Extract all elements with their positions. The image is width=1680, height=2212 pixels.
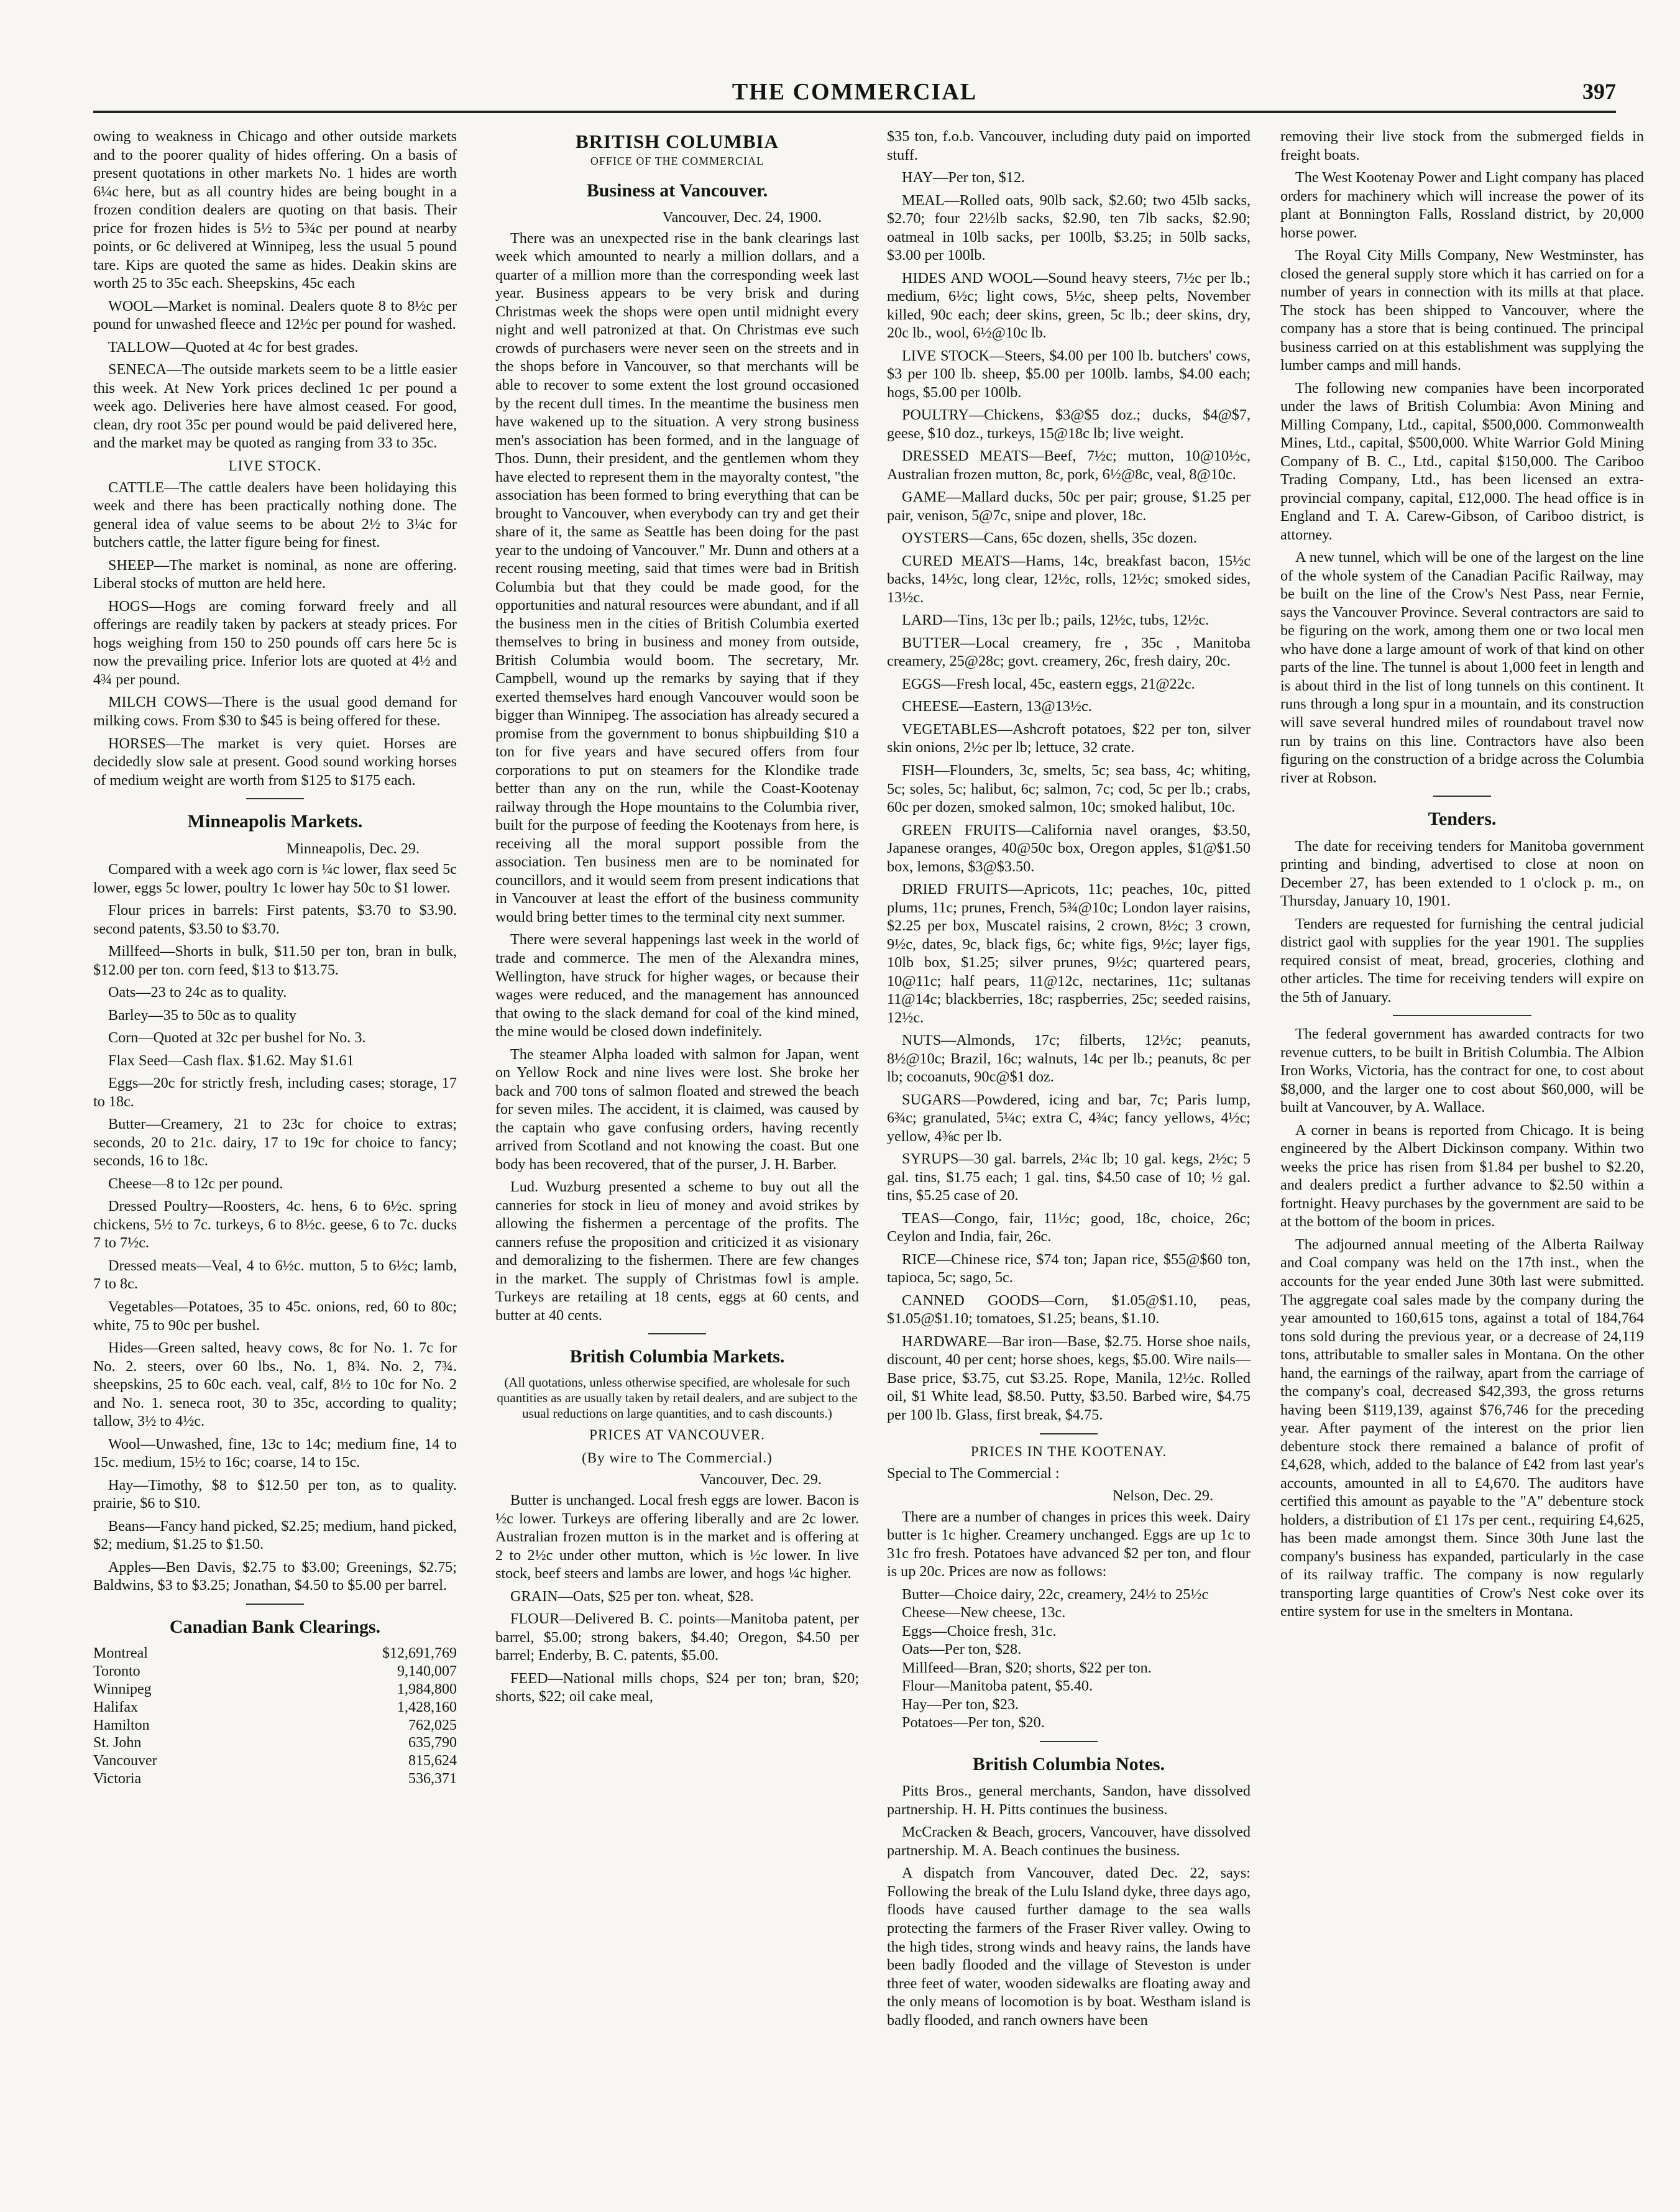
market-paragraph: LARD—Tins, 13c per lb.; pails, 12½c, tubs, 12½c. [902,612,1210,629]
market-paragraph: FEED—National mills chops, $24 per ton; bran, $20; shorts, $22; oil cake meal, [495,1669,859,1705]
city-cell: Vancouver [93,1753,157,1769]
sheep-paragraph: SHEEP—The market is nominal, as none are offering. Liberal stocks of mutton are held here. [93,556,457,592]
amount-cell: 762,025 [408,1717,457,1733]
list-item: Eggs—Choice fresh, 31c. [902,1622,1057,1640]
section-divider [246,798,305,799]
tenders-paragraph: Tenders are requested for furnishing the central judicial district gaol with supplies for the year 1901. The supplies required consist of meat, bread, groceries, clothing and other articles. The time for receiving tenders will expire on the 5th of January. [1280,915,1644,1006]
masthead-title: THE COMMERCIAL [732,79,978,105]
market-paragraph: GAME—Mallard ducks, 50c per pair; grouse, $1.25 per pair, venison, 5@7c, snipe and plover, 18c. [887,489,1251,524]
page-header [93,73,1616,113]
bank-clearings-table [93,1645,457,1787]
city-cell: Hamilton [93,1717,150,1733]
market-paragraph: RICE—Chinese rice, $74 ton; Japan rice, $55@$60 ton, tapioca, 5c; sago, 5c. [887,1251,1251,1287]
market-paragraph: HARDWARE—Bar iron—Base, $2.75. Horse shoe nails, discount, 40 per cent; horse shoes, kegs, $5.00. Wire nails—Base price, $3.75, cut $3.25. Rope, Manila, 12½c. Rolled oil, $1 White lead, $8.50. Putty, $3.50. Barbed wire, $4.75 per 100 lb. Glass, first break, $4.75. [887,1333,1251,1423]
market-paragraph: HIDES AND WOOL—Sound heavy steers, 7½c per lb.; medium, 6½c; light cows, 5½c, sheep pelts, November killed, 90c each; deer skins, green, 5c lb.; deer skins, dry, 20c lb., wool, 6½@10c lb. [887,269,1251,342]
hogs-paragraph: HOGS—Hogs are coming forward freely and all offerings are readily taken by packers at steady prices. For hogs weighing from 150 to 250 pounds off cars here 5c is now the prevailing price. Inferior lots are quoted at 4½ and 4¾ per pound. [93,597,457,688]
article-paragraph: Lud. Wuzburg presented a scheme to buy out all the canneries for stock in lieu of money and avoid strikes by allowing the fishermen a percentage of the profits. The canners refuse the proposition and criticized it as visionary and demoralizing to the fishermen. There are few changes in the market. The supply of Christmas fowl is ample. Turkeys are retailing at 18 cents, eggs at 60 cents, and butter at 40 cents. [495,1178,859,1324]
kootenay-heading: PRICES IN THE KOOTENAY. [970,1443,1167,1459]
section-divider [246,1604,305,1605]
market-paragraph: LIVE STOCK—Steers, $4.00 per 100 lb. butchers' cows, $3 per 100 lb. sheep, $5.00 per 100lb. lambs, $4.00 each; hogs, $5.00 per 100lb. [887,347,1251,401]
list-item: Cheese—New cheese, 13c. [902,1604,1066,1622]
minneapolis-paragraph: Millfeed—Shorts in bulk, $11.50 per ton, bran in bulk, $12.00 per ton. corn feed, $13 to $13.75. [93,943,457,978]
section-divider [1393,1015,1531,1016]
column-3 [887,127,1251,2178]
city-cell: Toronto [93,1663,140,1680]
city-cell: Halifax [93,1699,138,1715]
list-item: Hay—Per ton, $23. [902,1696,1019,1713]
market-paragraph: NUTS—Almonds, 17c; filberts, 12½c; peanuts, 8½@10c; Brazil, 16c; walnuts, 14c per lb.; peanuts, 8c per lb; cocoanuts, 90c@$1 doz. [887,1032,1251,1086]
market-paragraph: Butter is unchanged. Local fresh eggs are lower. Bacon is ½c lower. Turkeys are offering liberally and are 2c lower. Australian frozen mutton is in the market and is offering at 2 to 2½c under other mutton, which is ½c lower. In live stock, beef steers and lambs are lower, and hogs ¼c higher. [495,1492,859,1582]
minneapolis-paragraph: Wool—Unwashed, fine, 13c to 14c; medium fine, 14 to 15c. medium, 15½ to 16c; coarse, 14 to 15c. [93,1435,457,1471]
office-line: OFFICE OF THE COMMERCIAL [590,154,764,167]
minneapolis-paragraph: Flax Seed—Cash flax. $1.62. May $1.61 [108,1052,354,1069]
business-dateline: Vancouver, Dec. 24, 1900. [662,209,822,226]
minneapolis-paragraph: Hides—Green salted, heavy cows, 8c for No. 1. 7c for No. 2. steers, over 60 lbs., No. 1, 8¾. No. 2, 7¾. sheepskins, 25 to 60c each. veal, calf, 8½ to 10c for No. 2 and No. 1. seneca root, 30 to 35c, according to quality; tallow, 3½ to 4½c. [93,1339,457,1430]
city-cell: Victoria [93,1770,142,1787]
market-paragraph: GREEN FRUITS—California navel oranges, $3.50, Japanese oranges, 40@50c box, Oregon apples, $1@$1.50 box, lemons, $3@$3.50. [887,821,1251,875]
business-vancouver-heading: Business at Vancouver. [586,180,768,201]
column-1 [93,127,457,2178]
wool-paragraph: WOOL—Market is nominal. Dealers quote 8 to 8½c per pound for unwashed fleece and 12½c per pound for washed. [93,297,457,333]
bc-notes-heading: British Columbia Notes. [972,1753,1165,1774]
minneapolis-paragraph: Dressed meats—Veal, 4 to 6½c. mutton, 5 to 6½c; lamb, 7 to 8c. [93,1257,457,1293]
kootenay-paragraph: There are a number of changes in prices this week. Dairy butter is 1c higher. Creamery unchanged. Eggs are up 1c to 31c fro fresh. Potatoes have advanced $2 per ton, and flour is up 20c. Prices are now as follows: [887,1508,1251,1581]
market-paragraph: BUTTER—Local creamery, fre , 35c , Manitoba creamery, 25@28c; govt. creamery, 26c, fresh dairy, 20c. [887,634,1251,670]
market-paragraph: DRESSED MEATS—Beef, 7½c; mutton, 10@10½c, Australian frozen mutton, 8c, pork, 6½@8c, veal, 8@10c. [887,447,1251,483]
list-item: Oats—Per ton, $28. [902,1641,1022,1658]
market-paragraph: OYSTERS—Cans, 65c dozen, shells, 35c dozen. [902,530,1197,547]
tallow-paragraph: TALLOW—Quoted at 4c for best grades. [108,338,359,356]
minneapolis-heading: Minneapolis Markets. [187,811,363,832]
wire-dateline: Vancouver, Dec. 29. [700,1471,822,1488]
seneca-paragraph: SENECA—The outside markets seem to be a little easier this week. At New York prices declined 1c per pound a week ago. Deliveries here have almost ceased. For good, clean, dry root 35c per pound would be paid delivered here, and the market may be quoted as ranging from 33 to 35c. [93,361,457,452]
kootenay-dateline: Nelson, Dec. 29. [1113,1487,1213,1505]
kootenay-special-line: Special to The Commercial : [887,1464,1060,1482]
market-paragraph: CURED MEATS—Hams, 14c, breakfast bacon, 15½c backs, 14½c, long clear, 12½c, rolls, 12½c; smoked sides, 13½c. [887,552,1251,606]
minneapolis-paragraph: Compared with a week ago corn is ¼c lower, flax seed 5c lower, eggs 5c lower, poultry 1c lower hay 50c to $1 lower. [93,861,457,896]
minneapolis-paragraph: Corn—Quoted at 32c per bushel for No. 3. [108,1029,366,1047]
market-paragraph: POULTRY—Chickens, $3@$5 doz.; ducks, $4@$7, geese, $10 doz., turkeys, 15@18c lb; live weight. [887,406,1251,442]
hides-paragraph: owing to weakness in Chicago and other outside markets and to the poorer quality of hides offering. On a basis of present quotations in other markets No. 1 hides are worth 6¼c here, but as all country hides are being bought in a frozen condition dealers are quoting on that basis. Their price for frozen hides is 5½ to 5¾c per pound at nearby points, or 6c delivered at Winnipeg, less the usual 5 pound tare. Kips are quoted the same as hides. Deakin skins are worth 25 to 35c each. Sheepskins, 45c each [93,128,457,292]
minneapolis-paragraph: Flour prices in barrels: First patents, $3.70 to $3.90. second patents, $3.50 to $3.70. [93,902,457,937]
article-paragraph: There were several happenings last week in the world of trade and commerce. The men of the Alexandra mines, Wellington, have struck for higher wages, or because their wages were reduced, and the management has announced that owing to the slack demand for coal of the kind mined, the mine would be closed down indefinitely. [495,931,859,1040]
list-item: Potatoes—Per ton, $20. [902,1714,1045,1732]
notes-paragraph: The West Kootenay Power and Light company has placed orders for machinery which will increase the power of its plant at Bonnington Falls, Rossland district, by 20,000 horse power. [1280,169,1644,241]
table-row [93,1645,457,1663]
amount-cell: $12,691,769 [382,1645,457,1662]
notes-paragraph: A new tunnel, which will be one of the largest on the line of the whole system of the Canadian Pacific Railway, may be built on the line of the Crow's Nest Pass, near Fernie, says the Vancouver Province. Several contractors are said to be figuring on the work, among them one or two local men who have done a large amount of work of that kind on other parts of the line. The tunnel is about 1,000 feet in length and is about third in the list of long tunnels on this continent. It runs through a long spur in a mountain, and its construction will save several hundred miles of roundabout travel now run by trains on this line. Contractors have also been figuring on the construction of a bridge across the Columbia river at Robson. [1280,549,1644,786]
tenders-paragraph: The date for receiving tenders for Manitoba government printing and binding, advertised to close at noon on December 27, has been extended to 1 o'clock p. m., on Thursday, January 10, 1901. [1280,837,1644,910]
table-row [93,1681,457,1699]
page-number: 397 [1582,79,1616,104]
column-2 [495,127,859,2178]
minneapolis-paragraph: Butter—Creamery, 21 to 23c for choice to extras; seconds, 20 to 21c. dairy, 17 to 19c for choice to fancy; seconds, 16 to 18c. [93,1116,457,1170]
column-4 [1280,127,1644,2178]
market-paragraph: SUGARS—Powdered, icing and bar, 7c; Paris lump, 6¾c; granulated, 5¼c; extra C, 4¾c; fancy yellows, 4½c; yellow, 4⅜c per lb. [887,1091,1251,1145]
market-paragraph: $35 ton, f.o.b. Vancouver, including duty paid on imported stuff. [887,128,1251,163]
table-row [93,1770,457,1788]
minneapolis-paragraph: Hay—Timothy, $8 to $12.50 per ton, as to quality. prairie, $6 to $10. [93,1476,457,1512]
department-heading: BRITISH COLUMBIA [576,131,779,152]
horses-paragraph: HORSES—The market is very quiet. Horses are decidedly slow sale at present. Good sound working horses of medium weight are worth from $125 to $175 each. [93,735,457,789]
section-divider [1040,1433,1098,1434]
article-paragraph: The steamer Alpha loaded with salmon for Japan, went on Yellow Rock and nine lives were lost. She broke her back and 700 tons of salmon floated and strewed the beach for seven miles. The accident, it is claimed, was caused by the captain who gave confusing orders, having recently arrived from Scotland and not knowing the coast. But one body has been recovered, that of the purser, J. H. Barber. [495,1045,859,1173]
table-row [93,1734,457,1752]
quotations-note: (All quotations, unless otherwise specified, are wholesale for such quantities as are usually taken by retail dealers, and are subject to the usual reductions on large quantities, and to cash discounts.) [497,1374,858,1421]
milch-cows-paragraph: MILCH COWS—There is the usual good demand for milking cows. From $30 to $45 is being offered for these. [93,694,457,729]
article-paragraph: The federal government has awarded contracts for two revenue cutters, to be built in British Columbia. The Albion Iron Works, Victoria, has the contract for one, to cost about $8,000, and the larger one to cost about $60,000, will be built at Vancouver, by A. Wallace. [1280,1026,1644,1116]
kootenay-price-list [887,1586,1251,1732]
section-divider [1433,796,1492,797]
article-paragraph: The adjourned annual meeting of the Alberta Railway and Coal company was held on the 17th inst., when the accounts for the year ended June 30th last were submitted. The aggregate coal sales made by the company during the year amounted to 160,615 tons, against a total of 184,764 tons sold during the previous year, or a decrease of 24,119 tons, attributable to smaller sales in Montana. On the other hand, the earnings of the railway, apart from the carriage of the company's coal, decreased $42,393, the gross returns having been $119,139, against $76,746 for the preceding year. After payment of the interest on the prior lien debenture stock there remained a balance of profit of £4,628, which, added to the balance of £42 from last year's accounts, amounted in all to £4,670. The auditors have certified this amount as payable to the "A" debenture stock holders, a distribution of £1 17s per cent., requiring £4,625, has been made amongst them. Since 30th June last the company's business has expanded, particularly in the case of its railway traffic. The company is now regularly transporting large quantities of Crow's Nest coke over its entire system for use in the smelters in Montana. [1280,1236,1644,1620]
table-row [93,1699,457,1717]
market-paragraph: FLOUR—Delivered B. C. points—Manitoba patent, per barrel, $5.00; strong bakers, $4.40; Oregon, $4.50 per barrel; Enderby, B. C. patents, $5.00. [495,1610,859,1664]
bank-clearings-heading: Canadian Bank Clearings. [169,1616,381,1637]
amount-cell: 536,371 [408,1770,457,1787]
minneapolis-paragraph: Oats—23 to 24c as to quality. [108,984,287,1001]
amount-cell: 1,984,800 [397,1681,457,1697]
minneapolis-paragraph: Eggs—20c for strictly fresh, including cases; storage, 17 to 18c. [93,1075,457,1110]
market-paragraph: SYRUPS—30 gal. barrels, 2¼c lb; 10 gal. kegs, 2½c; 5 gal. tins, $1.75 each; 1 gal. tins, $4.50 case of 10; ½ gal. tins, $5.25 case of 20. [887,1150,1251,1205]
amount-cell: 635,790 [408,1735,457,1751]
list-item: Flour—Manitoba patent, $5.40. [902,1677,1093,1695]
market-paragraph: EGGS—Fresh local, 45c, eastern eggs, 21@22c. [902,675,1195,692]
city-cell: St. John [93,1735,142,1751]
section-divider [648,1333,707,1334]
article-paragraph: A corner in beans is reported from Chicago. It is being engineered by the Albert Dickinson company. Within two weeks the price has risen from $1.84 per bushel to $2.20, and dealers predict a further advance to $2.50 within a fortnight. Heavy purchases by the government are said to be at the bottom of the boom in prices. [1280,1121,1644,1231]
minneapolis-paragraph: Beans—Fancy hand picked, $2.25; medium, hand picked, $2; medium, $1.25 to $1.50. [93,1517,457,1553]
city-cell: Winnipeg [93,1681,152,1697]
minneapolis-paragraph: Barley—35 to 50c as to quality [108,1006,296,1024]
list-item: Butter—Choice dairy, 22c, creamery, 24½ to 25½c [902,1586,1209,1603]
tenders-heading: Tenders. [1428,809,1497,830]
market-paragraph: VEGETABLES—Ashcroft potatoes, $22 per ton, silver skin onions, 2½c per lb; lettuce, 32 crate. [887,720,1251,756]
minneapolis-paragraph: Apples—Ben Davis, $2.75 to $3.00; Greenings, $2.75; Baldwins, $3 to $3.25; Jonathan, $4.50 to $5.00 per barrel. [93,1558,457,1594]
minneapolis-paragraph: Cheese—8 to 12c per pound. [108,1175,283,1192]
market-paragraph: MEAL—Rolled oats, 90lb sack, $2.60; two 45lb sacks, $2.70; four 22½lb sacks, $2.90, ten 7lb sacks, $2.90; oatmeal in 10lb sacks, per 100lb, $3.25; in 50lb sacks, $3.00 per 100lb. [887,191,1251,264]
amount-cell: 815,624 [408,1753,457,1769]
table-row [93,1663,457,1681]
bc-markets-heading: British Columbia Markets. [569,1346,785,1367]
cattle-paragraph: CATTLE—The cattle dealers have been holidaying this week and there has been practically nothing done. The general idea of value seems to be about 2½ to 3¼c for butchers cattle, the latter figure being for finest. [93,479,457,551]
section-divider [1040,1741,1098,1742]
notes-paragraph: removing their live stock from the submerged fields in freight boats. [1280,128,1644,163]
article-paragraph: There was an unexpected rise in the bank clearings last week which amounted to nearly a million dollars, and a quarter of a million more than the corresponding week last year. Business appears to be very brisk and during Christmas week the shops were open until midnight every night and well patronized at that. On Christmas eve such crowds of purchasers were never seen on the streets and in the shops before in Vancouver, so that merchants will be able to recover to some extent the lost ground occasioned by the recent dull times. In the meantime the business men have wakened up to the situation. A very strong business men's association has been formed, and in the language of Thos. Dunn, their president, and the gentlemen whom they have elected to represent them in the mayoralty contest, "the association has been formed to bring everything that can be brought to Vancouver, when everybody can try and get their share of it, the same as Seattle has been doing for the past year to the undoing of Vancouver." Mr. Dunn and others at a recent rousing meeting, said that times were bad in British Columbia but that they could be made good, for the opportunities and natural resources were abundant, and if all the business men in the cities of British Columbia exerted themselves to bring in business and money from outside, British Columbia would boom. The secretary, Mr. Campbell, wound up the remarks by saying that if they exerted themselves hard enough Vancouver would soon be bigger than Winnipeg. The association has already secured a promise from the government to bonus shipbuilding $10 a ton for five years and have secured offers from four corporations to put on steamers for the Klondike trade better than any on the run, while the Coast-Kootenay railway through the Hope mountains to the Columbia river, built for the purpose of feeding the Kootenays from here, is receiving all the moral support possible from the association. Ten business men are to be nominated for councillors, and it would seem from present indications that in Vancouver at least the effort of the business community would bring better times to the terminal city next summer. [495,229,859,925]
minneapolis-paragraph: Dressed Poultry—Roosters, 4c. hens, 6 to 6½c. spring chickens, 5½ to 7c. turkeys, 6 to 8½c. geese, 6 to 7c. ducks 7 to 7½c. [93,1198,457,1252]
market-paragraph: DRIED FRUITS—Apricots, 11c; peaches, 10c, pitted plums, 11c; prunes, French, 5¾@10c; London layer raisins, $2.25 per box, Muscatel raisins, 2 crown, 8½c; 3 crown, 9½c, dates, 9c, black figs, 6c; white figs, 9½c; layer figs, 10lb box, $1.25; silver prunes, 9½c; quartered pears, 10@11c; half pears, 11@12c, nectarines, 11c; sultanas 11@14c; blackberries, 18c; raspberries, 25c; seeded raisins, 12½c. [887,881,1251,1026]
minneapolis-paragraph: Vegetables—Potatoes, 35 to 45c. onions, red, 60 to 80c; white, 75 to 90c per bushel. [93,1298,457,1334]
notes-paragraph: Pitts Bros., general merchants, Sandon, have dissolved partnership. H. H. Pitts continues the business. [887,1783,1251,1818]
market-paragraph: TEAS—Congo, fair, 11½c; good, 18c, choice, 26c; Ceylon and India, fair, 26c. [887,1209,1251,1246]
table-row [93,1717,457,1735]
notes-paragraph: The following new companies have been incorporated under the laws of British Columbia: Avon Mining and Milling Company, Ltd., capital, $500,000. Commonwealth Mines, Ltd., capital, $500,000. White Warrior Gold Mining Company of B. C., Ltd., capital $150,000. The Cariboo Trading Company, Ltd., has been licensed an extra-provincial company, capital, £12,000. The head office is in England and T. A. Carew-Gibson, of Cariboo district, is attorney. [1280,379,1644,543]
notes-paragraph: A dispatch from Vancouver, dated Dec. 22, says: Following the break of the Lulu Island dyke, three days ago, floods have caused further damage to the sea walls protecting the farmers of the Fraser River valley. Owing to the high tides, strong winds and heavy rains, the lands have been badly flooded and the village of Steveston is under three feet of water, wooden sidewalks are floating away and the only means of locomotion is by boat. Westham island is badly flooded, and ranch owners have been [887,1865,1251,2029]
amount-cell: 9,140,007 [397,1663,457,1680]
market-paragraph: GRAIN—Oats, $25 per ton. wheat, $28. [510,1587,754,1605]
wire-line: (By wire to The Commercial.) [582,1449,773,1466]
notes-paragraph: McCracken & Beach, grocers, Vancouver, have dissolved partnership. M. A. Beach continues the business. [887,1824,1251,1859]
market-paragraph: CANNED GOODS—Corn, $1.05@$1.10, peas, $1.05@$1.10; tomatoes, $1.25; beans, $1.10. [887,1292,1251,1328]
notes-paragraph: The Royal City Mills Company, New Westminster, has closed the general supply store which it has carried on for a number of years in connection with its mills at that place. The stock has been shipped to Vancouver, where the company has a store that is being continued. The principal business carried on at this establishment was supplying the lumber camps and mill hands. [1280,247,1644,374]
market-paragraph: FISH—Flounders, 3c, smelts, 5c; sea bass, 4c; whiting, 5c; soles, 5c; halibut, 6c; salmon, 7c; cod, 5c per lb.; crabs, 60c per dozen, smoked salmon, 10c; smoked halibut, 10c. [887,761,1251,816]
livestock-heading: LIVE STOCK. [228,457,322,474]
table-row [93,1752,457,1770]
list-item: Millfeed—Bran, $20; shorts, $22 per ton. [902,1659,1152,1676]
city-cell: Montreal [93,1645,148,1662]
market-paragraph: HAY—Per ton, $12. [902,169,1025,186]
prices-vancouver-heading: PRICES AT VANCOUVER. [589,1427,765,1443]
market-paragraph: CHEESE—Eastern, 13@13½c. [902,698,1092,715]
minneapolis-dateline: Minneapolis, Dec. 29. [286,840,420,857]
amount-cell: 1,428,160 [397,1699,457,1715]
